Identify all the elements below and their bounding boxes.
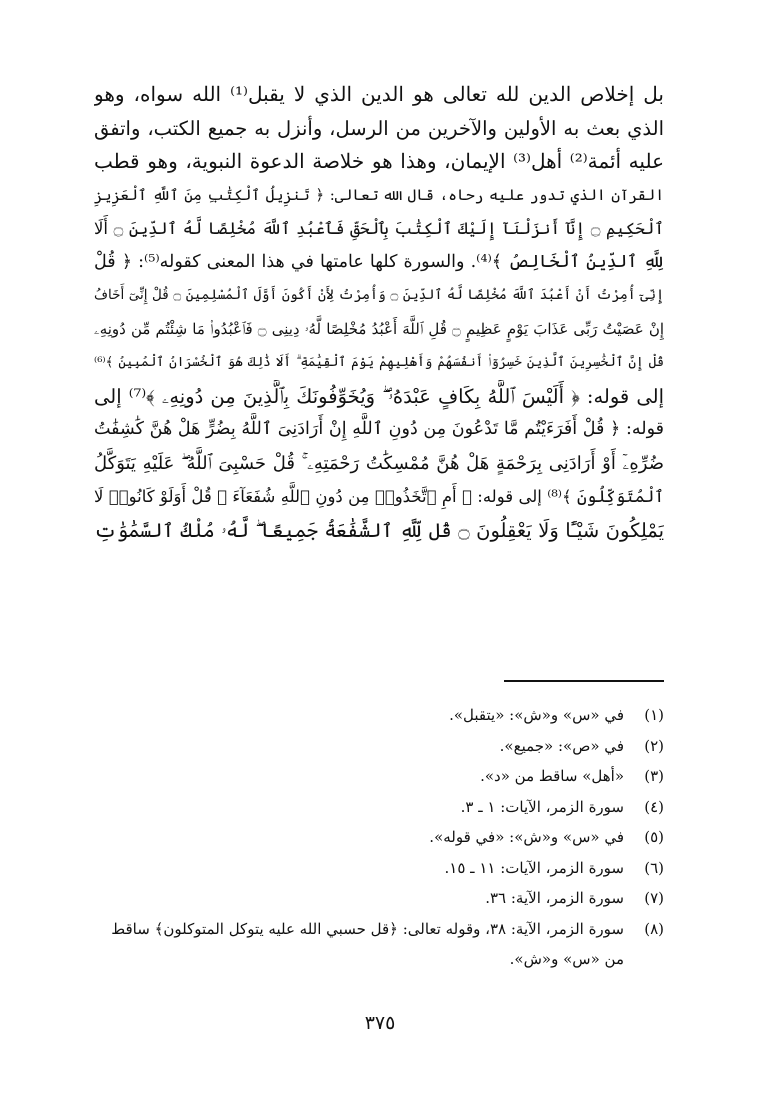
footnote [94, 914, 664, 975]
main-text-line: ٱلْمُتَوَكِّلُونَ ﴾⁽⁸⁾ إلى قوله: ﴿ أَمِ ٱتَّخَذُوا۟ مِن دُونِ ٱللَّهِ شُفَعَآءَ ۚ قُلْ أَوَلَوْ كَانُوا۟ لَا [94, 487, 664, 506]
main-text-line: ٱلْحَكِيمِ ۝ إِنَّآ أَنزَلْنَآ إِلَيْكَ ٱلْكِتَٰبَ بِٱلْحَقِّ فَٱعْبُدِ ٱللَّهَ مُخْلِصًا لَّهُ ٱلدِّينَ ۝ أَلَا [94, 219, 664, 238]
main-text-line: إلى قوله: ﴿ أَلَيْسَ ٱللَّهُ بِكَافٍ عَبْدَهُۥ ۖ وَيُخَوِّفُونَكَ بِٱلَّذِينَ مِن دُونِهِۦ ﴾⁽⁷⁾ إلى [94, 384, 664, 408]
footnote-number: (٥) [644, 828, 664, 846]
footnote [94, 883, 664, 914]
footnote-number: (٧) [644, 889, 664, 907]
footnote-text: سورة الزمر، الآية: ٣٨، وقوله تعالى: ﴿قل حسبي الله عليه يتوكل المتوكلون﴾ ساقط من «س» و«ش». [111, 919, 624, 968]
main-text-line: ضُرِّهِۦٓ أَوْ أَرَادَنِى بِرَحْمَةٍ هَلْ هُنَّ مُمْسِكَٰتُ رَحْمَتِهِۦ ۚ قُلْ حَسْبِىَ ٱللَّهُ ۖ عَلَيْهِ يَتَوَكَّلُ [94, 452, 664, 474]
footnote [94, 853, 664, 884]
footnote-number: (٣) [644, 767, 664, 785]
footnote-number: (٨) [644, 919, 664, 938]
footnote [94, 792, 664, 823]
footnote-separator [504, 680, 664, 682]
main-text-line: يَمْلِكُونَ شَيْـًٔا وَلَا يَعْقِلُونَ ۝ قُل لِّلَّهِ ٱلشَّفَٰعَةُ جَمِيعًا ۖ لَّهُۥ مُلْكُ ٱلسَّمَٰوَٰتِ [94, 518, 664, 542]
footnote-number: (٢) [644, 736, 664, 755]
footnote-number: (٤) [644, 797, 664, 816]
footnote [94, 700, 664, 731]
footnote-text: سورة الزمر، الآيات: ١١ ـ ١٥. [444, 858, 624, 877]
footnote-number: (١) [644, 706, 664, 724]
main-text-line: لِلَّهِ ٱلدِّينُ ٱلْخَالِصُ ﴾⁽⁴⁾. والسورة كلها عامتها في هذا المعنى كقوله⁽⁵⁾: ﴿ قُلْ [94, 251, 664, 272]
main-text-block [94, 78, 664, 547]
footnote-text: سورة الزمر، الآيات: ١ ـ ٣. [460, 797, 624, 816]
main-text-line: إِنِّىٓ أُمِرْتُ أَنْ أَعْبُدَ ٱللَّهَ مُخْلِصًا لَّهُ ٱلدِّينَ ۝ وَأُمِرْتُ لِأَنْ أَكُونَ أَوَّلَ ٱلْمُسْلِمِينَ ۝ قُلْ إِنِّىٓ أَخَافُ [94, 287, 664, 303]
main-text-line: الذي بعث به الأولين والآخرين من الرسل، وأنزل به جميع الكتب، واتفق [94, 116, 664, 140]
footnote [94, 731, 664, 762]
main-text-line: بل إخلاص الدين لله تعالى هو الدين الذي لا يقبل⁽¹⁾ الله سواه، وهو [94, 82, 664, 106]
main-text-line: قوله: ﴿ قُلْ أَفَرَءَيْتُم مَّا تَدْعُونَ مِن دُونِ ٱللَّهِ إِنْ أَرَادَنِىَ ٱللَّهُ بِضُرٍّ هَلْ هُنَّ كَٰشِفَٰتُ [94, 419, 664, 439]
footnote [94, 761, 664, 792]
footnote-text: في «س» و«ش»: «في قوله». [429, 828, 624, 846]
page-number: ٣٧٥ [364, 1012, 396, 1034]
footnote-text: في «ص»: «جميع». [499, 736, 624, 755]
footnote-text: سورة الزمر، الآية: ٣٦. [485, 889, 624, 907]
footnote [94, 822, 664, 853]
footnote-text: «أهل» ساقط من «د». [480, 767, 624, 785]
main-text-line: القرآن الذي تدور عليه رحاه، قال الله تعالى: ﴿ تَنزِيلُ ٱلْكِتَٰبِ مِنَ ٱللَّهِ ٱلْعَزِيزِ [94, 185, 664, 204]
main-text-line: قُلْ إِنَّ ٱلْخَٰسِرِينَ ٱلَّذِينَ خَسِرُوٓا۟ أَنفُسَهُمْ وَأَهْلِيهِمْ يَوْمَ ٱلْقِيَٰمَةِ ۗ أَلَا ذَٰلِكَ هُوَ ٱلْخُسْرَانُ ٱلْمُبِينُ ﴾⁽⁶⁾ [94, 355, 664, 370]
footnotes-block [94, 700, 664, 975]
main-text-line: عليه أئمة⁽²⁾ أهل⁽³⁾ الإيمان، وهذا هو خلاصة الدعوة النبوية، وهو قطب [94, 149, 664, 173]
footnote-text: في «س» و«ش»: «يتقبل». [449, 706, 624, 724]
footnote-number: (٦) [644, 858, 664, 877]
main-text-line: إِنْ عَصَيْتُ رَبِّى عَذَابَ يَوْمٍ عَظِيمٍ ۝ قُلِ ٱللَّهَ أَعْبُدُ مُخْلِصًا لَّهُۥ دِينِى ۝ فَٱعْبُدُوا۟ مَا شِئْتُم مِّن دُونِهِۦ [94, 319, 664, 338]
